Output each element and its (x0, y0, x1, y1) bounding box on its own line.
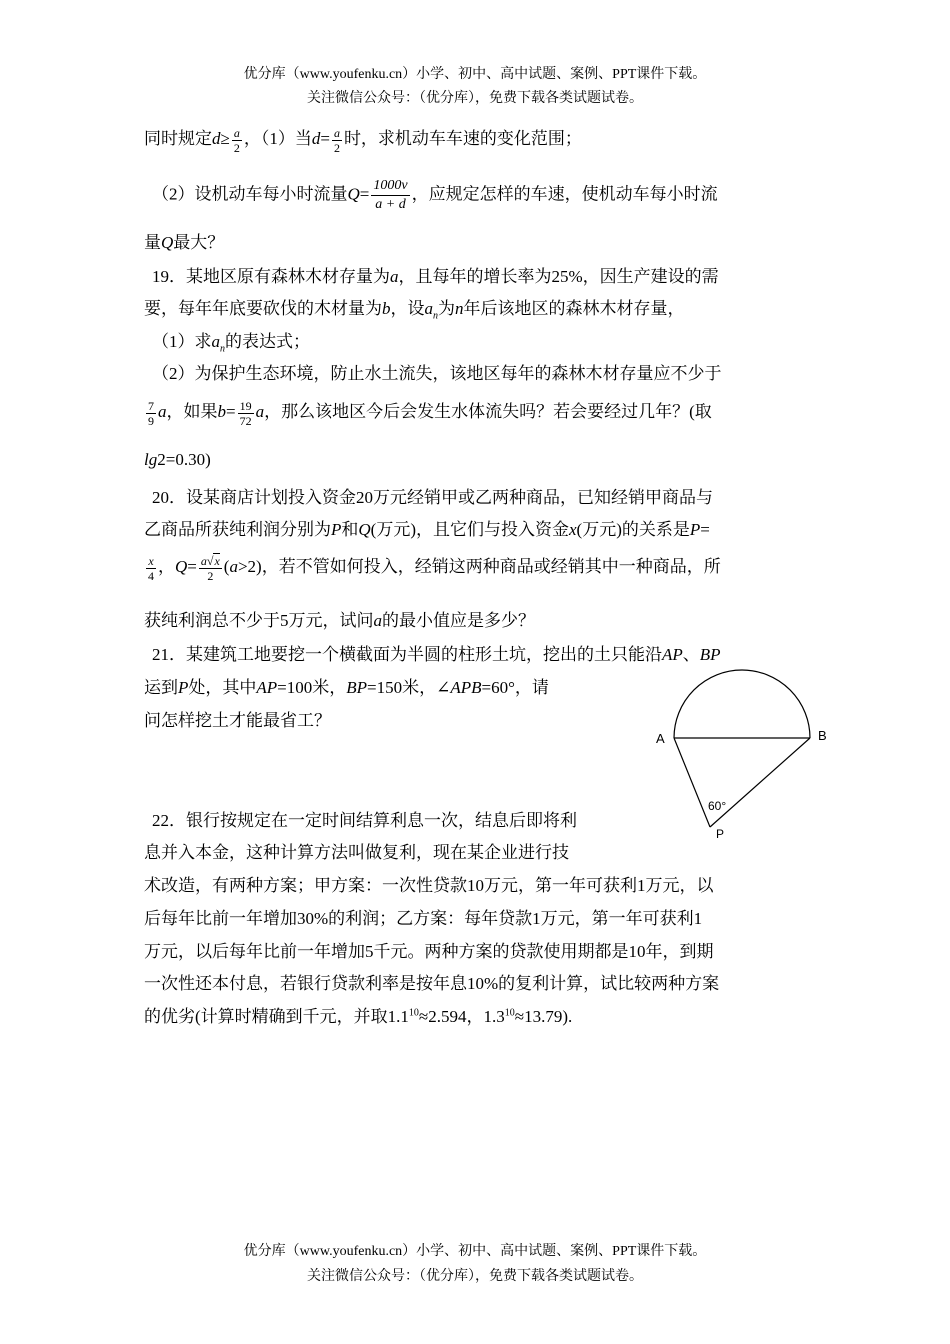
q19-line-3: （1）求$a_n$的表达式； (152, 332, 310, 355)
q19-line-2: 要，每年年底要砍伐的木材量为b，设$a_n$为n年后该地区的森林木材存量， (144, 299, 685, 322)
q19-line-5: $\frac{7}{9}$ a，如果b= $\frac{19}{72}$ a，那么该地区今后会发生水体流失吗？若会要经过几年？(取 (148, 398, 712, 428)
label-p: P (716, 827, 725, 840)
q22-line-6: 一次性还本付息，若银行贷款利率是按年息10%的复利计算，试比较两种方案 (144, 974, 720, 993)
footer-line-1: 优分库（www.youfenku.cn）小学、初中、高中试题、案例、PPT课件下载。 (243, 1244, 707, 1259)
q20-line-2: 乙商品所获纯利润分别为P和Q(万元)，且它们与投入资金x(万元)的关系是P= (144, 520, 710, 539)
q21-line-2: 运到P处，其中AP=100米，BP=150米，∠APB=60°，请 (144, 678, 549, 697)
q22-line-7: 的优劣(计算时精确到千元，并取$1.1^{10}\approx 2.594$，$1.3^{10}\approx 13.79$). (144, 1007, 573, 1026)
q18-line-1: 同时规定d≥ $\frac{a}{2}$ ，（1）当d= $\frac{a}{2}$ 时，求机动车车速的变化范围； (144, 125, 582, 155)
q21-line-1: 21．某建筑工地要挖一个横截面为半圆的柱形土坑，挖出的土只能沿AP、BP (152, 645, 721, 664)
segment-ap (674, 738, 710, 827)
q22-line-4: 后每年比前一年增加30%的利润；乙方案：每年贷款1万元，第一年可获利1 (144, 909, 703, 928)
q18-line-3: 量Q最大？ (144, 233, 225, 252)
header-line-1: 优分库（www.youfenku.cn）小学、初中、高中试题、案例、PPT课件下载。 (243, 67, 707, 82)
q20-line-3: $\frac{x}{4}$ ，Q= $\frac{a√x}{2}$ (a>2)，若不管如何投入，经销这两种商品或经销其中一种商品，所 (148, 553, 721, 583)
q21-line-3: 问怎样挖土才能最省工？ (144, 711, 331, 730)
q18-line-2: （2）设机动车每小时流量Q= $\frac{1000v}{a + d}$ ，应规定怎样的车速，使机动车每小时流 (152, 178, 718, 212)
q22-line-3: 术改造，有两种方案；甲方案：一次性贷款10万元，第一年可获利1万元，以 (144, 876, 714, 895)
q22-line-5: 万元，以后每年比前一年增加5千元。两种方案的贷款使用期都是10年，到期 (144, 942, 714, 961)
q19-line-6: lg2=0.30) (144, 450, 211, 469)
semicircle-diagram (652, 660, 842, 840)
semicircle-arc (674, 670, 810, 738)
label-b: B (818, 728, 827, 743)
footer-line-2: 关注微信公众号：（优分库），免费下载各类试题试卷。 (307, 1269, 643, 1284)
q19-line-1: 19．某地区原有森林木材存量为a，且每年的增长率为25%，因生产建设的需 (152, 267, 719, 286)
q22-line-1: 22．银行按规定在一定时间结算利息一次，结息后即将利 (152, 811, 577, 830)
label-angle: 60° (708, 799, 727, 813)
header-line-2: 关注微信公众号：（优分库），免费下载各类试题试卷。 (307, 91, 643, 106)
label-a: A (656, 731, 665, 746)
q20-line-4: 获纯利润总不少于5万元，试问a的最小值应是多少？ (144, 611, 535, 630)
segment-bp (710, 738, 810, 827)
q20-line-1: 20．设某商店计划投入资金20万元经销甲或乙两种商品，已知经销甲商品与 (152, 488, 713, 507)
q22-line-2: 息并入本金，这种计算方法叫做复利，现在某企业进行技 (144, 843, 569, 862)
q19-line-4: （2）为保护生态环境，防止水土流失，该地区每年的森林木材存量应不少于 (152, 364, 722, 383)
